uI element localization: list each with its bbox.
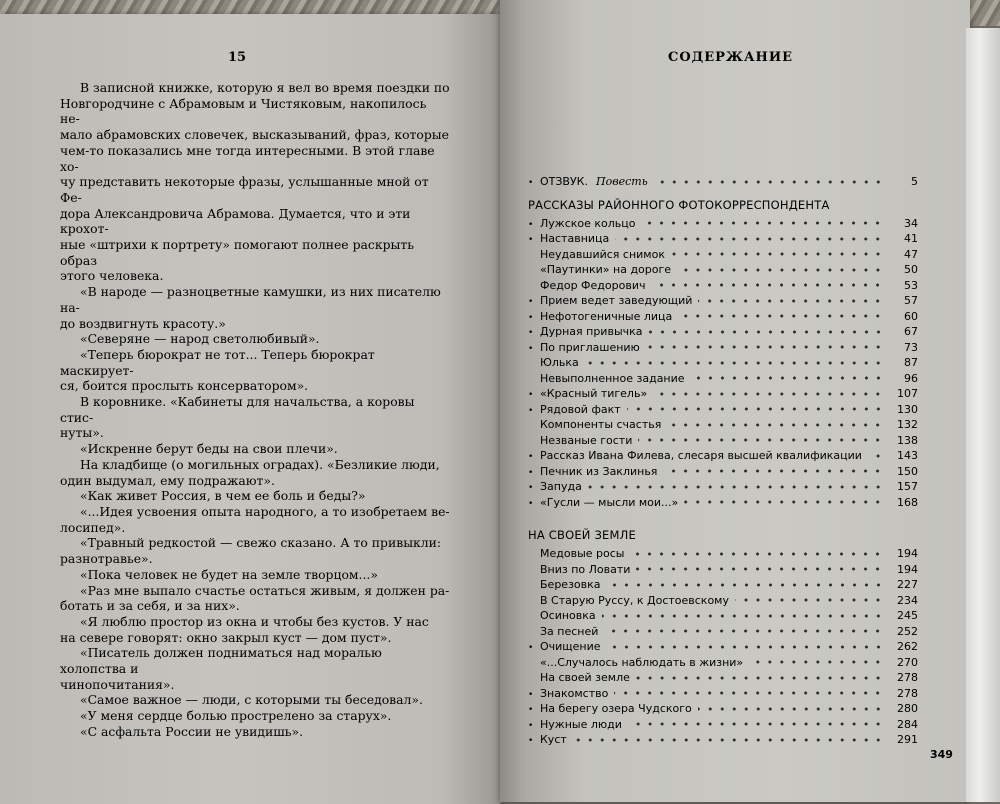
- toc-leader-dots: [654, 180, 884, 184]
- toc-leader-dots: [628, 722, 884, 726]
- body-line: В коровнике. «Кабинеты для начальства, а коровы стис-: [60, 394, 415, 425]
- toc-bullet: •: [528, 705, 534, 715]
- toc-bullet: •: [528, 736, 534, 746]
- toc-leader-dots: [677, 268, 884, 272]
- toc-entry-title: На берегу озера Чудского: [540, 702, 692, 715]
- toc-entry-title: ОТЗВУК. Повесть: [540, 175, 648, 188]
- toc-leader-dots: [604, 629, 884, 633]
- left-page-body-text: [60, 80, 450, 740]
- body-line: «Самое важное — люди, с которыми ты беседовал».: [80, 692, 423, 708]
- toc-entry-page: 57: [904, 294, 918, 307]
- toc-leader-dots: [868, 454, 884, 458]
- toc-leader-dots: [585, 361, 884, 365]
- toc-entry[interactable]: [528, 417, 918, 433]
- toc-entry-page: 73: [904, 340, 918, 354]
- body-line: ся, боится прослыть консерватором».: [60, 378, 309, 394]
- toc-leader-dots: [698, 707, 884, 711]
- toc-entry-title: По приглашению: [540, 340, 640, 354]
- toc-entry-page: 194: [897, 547, 918, 560]
- toc-entry-page: 96: [904, 371, 918, 385]
- toc-entry-title: Рассказ Ивана Филева, слесаря высшей квалификации: [540, 449, 862, 462]
- toc-leader-dots: [691, 376, 884, 380]
- toc-bullet: •: [528, 720, 534, 731]
- toc-entry-page: 278: [897, 671, 918, 684]
- toc-entry-title: Вниз по Ловати: [540, 562, 631, 576]
- body-line: «Травный редкостой — свежо сказано. А то привыкли:: [80, 535, 442, 551]
- toc-leader-dots: [607, 583, 884, 587]
- body-line: ные «штрихи к портрету» помогают полнее раскрыть образ: [60, 237, 414, 268]
- toc-entry-page: 67: [904, 325, 918, 338]
- toc-entry[interactable]: [528, 593, 918, 609]
- body-line: В записной книжке, которую я вел во время поездки по: [80, 80, 450, 95]
- toc-entry[interactable]: [528, 448, 918, 464]
- toc-bullet: •: [528, 390, 534, 400]
- body-line: один выдумал, ему подражают».: [60, 472, 275, 488]
- toc-entry[interactable]: [528, 639, 918, 655]
- body-line: Новгородчине с Абрамовым и Чистяковым, накопилось не-: [60, 95, 427, 127]
- toc-bullet: •: [528, 178, 534, 188]
- toc-entry-title: В Старую Руссу, к Достоевскому: [540, 593, 729, 607]
- toc-entry[interactable]: [528, 247, 918, 263]
- body-line: до воздвигнуть красоту.»: [60, 315, 226, 331]
- toc-entry-page: 284: [897, 717, 918, 731]
- toc-leader-dots: [653, 392, 884, 396]
- toc-entry-title: Медовые росы: [540, 547, 625, 560]
- toc-entry-page: 47: [904, 247, 918, 261]
- toc-entry-title: Лужское кольцо: [540, 216, 636, 230]
- toc-entry-title: Очищение: [540, 640, 601, 653]
- toc-entry[interactable]: [528, 464, 918, 480]
- toc-entry-title: Прием ведет заведующий: [540, 294, 693, 307]
- body-line: «Искренне берут беды на свои плечи».: [80, 441, 338, 457]
- toc-entry-title: Неудавшийся снимок: [540, 247, 665, 261]
- toc-leader-dots: [588, 485, 884, 489]
- toc-entry-page: 245: [897, 609, 918, 622]
- toc-entry-page: 252: [897, 624, 918, 638]
- body-line: «Писатель должен подниматься над моралью холопства и: [60, 645, 382, 677]
- toc-leader-dots: [678, 314, 884, 318]
- toc-leader-dots: [636, 567, 884, 571]
- toc-entry-page: 280: [897, 702, 918, 715]
- toc-entry-page: 291: [897, 733, 918, 746]
- toc-title: СОДЕРЖАНИЕ: [668, 50, 794, 65]
- toc-entry-title: Березовка: [540, 578, 601, 591]
- toc-entry-title: Незваные гости: [540, 433, 633, 447]
- body-line: «Теперь бюрократ не тот... Теперь бюрократ маскирует-: [60, 346, 375, 378]
- toc-leader-dots: [630, 552, 884, 556]
- toc-entry-page: 60: [904, 309, 918, 323]
- toc-entry-title: Дурная привычка: [540, 325, 643, 338]
- toc-entry-page: 34: [904, 216, 918, 230]
- toc-entry-title: «...Случалось наблюдать в жизни»: [540, 655, 744, 669]
- toc-leader-dots: [641, 221, 884, 225]
- toc-section-title: РАССКАЗЫ РАЙОННОГО ФОТОКОРРЕСПОНДЕНТА: [528, 197, 830, 212]
- toc-entry[interactable]: [528, 293, 918, 309]
- body-line: «В народе — разноцветные камушки, из них писателю на-: [60, 284, 441, 315]
- body-line: дора Александровича Абрамова. Думается, что и эти крохот-: [60, 205, 411, 237]
- toc-entry-page: 107: [897, 387, 918, 400]
- toc-bullet: •: [528, 405, 534, 416]
- toc-entry-first[interactable]: [528, 174, 918, 190]
- toc-entry-page: 50: [904, 263, 918, 276]
- toc-leader-dots: [749, 660, 884, 664]
- toc-entry[interactable]: [528, 479, 918, 495]
- toc-bullet: •: [528, 689, 534, 700]
- toc-entry-page: 227: [897, 578, 918, 591]
- toc-entry-page: 278: [897, 686, 918, 700]
- toc-entry-subtitle: Повесть: [596, 175, 648, 188]
- toc-entry[interactable]: [528, 309, 918, 325]
- body-line: «С асфальта России не увидишь».: [80, 723, 304, 739]
- body-line: «Северяне — народ светолюбивый».: [80, 331, 320, 347]
- toc-bullet: •: [528, 498, 534, 509]
- toc-entry[interactable]: [528, 670, 918, 686]
- toc-leader-dots: [607, 645, 884, 649]
- toc-entry-page: 138: [897, 433, 918, 447]
- toc-bullet: •: [528, 343, 534, 354]
- body-line: «...Идея усвоения опыта народного, а то изобретаем ве-: [80, 503, 450, 519]
- toc-bullet: •: [528, 297, 534, 307]
- toc-gap: [528, 510, 918, 520]
- toc-bullet: •: [528, 219, 534, 230]
- toc-entry[interactable]: [528, 340, 918, 356]
- toc-section-1-list: [528, 216, 918, 511]
- toc-leader-dots: [615, 237, 884, 241]
- toc-bullet: •: [528, 467, 534, 478]
- toc-leader-dots: [573, 738, 884, 742]
- toc-entry-title: Компоненты счастья: [540, 418, 662, 431]
- toc-entry[interactable]: [528, 624, 918, 640]
- toc-entry[interactable]: [528, 433, 918, 449]
- toc-entry-page: 130: [897, 402, 918, 416]
- toc-entry-title: Печник из Заклинья: [540, 464, 658, 478]
- toc-entry-page: 5: [911, 175, 918, 188]
- toc-section-2-list: [528, 546, 918, 748]
- toc-entry-title: Осиновка: [540, 609, 596, 622]
- body-line: нуты».: [60, 425, 104, 441]
- toc-entry[interactable]: [528, 278, 918, 294]
- toc-entry-page: 157: [897, 480, 918, 493]
- body-line: «Я люблю простор из окна и чтобы без кустов. У нас: [80, 613, 429, 629]
- toc-entry[interactable]: [528, 402, 918, 418]
- body-line: чем-то показались мне тогда интересными. В этой главе хо-: [60, 142, 435, 174]
- left-page-number: 15: [228, 50, 247, 65]
- toc-leader-dots: [651, 283, 884, 287]
- toc-entry-page: 41: [904, 232, 918, 245]
- toc-entry[interactable]: [528, 546, 918, 562]
- toc-entry-page: 53: [904, 278, 918, 292]
- body-line: мало абрамовских словечек, высказываний, фраз, которые: [60, 127, 449, 143]
- toc-entry-title: Запуда: [540, 480, 582, 493]
- toc-entry-page: 132: [897, 418, 918, 431]
- body-line: «Раз мне выпало счастье остаться живым, я должен ра-: [80, 582, 450, 598]
- table-of-contents: [528, 174, 918, 748]
- toc-entry-title: Невыполненное задание: [540, 371, 685, 385]
- toc-entry-page: 143: [897, 449, 918, 462]
- toc-leader-dots: [649, 330, 884, 334]
- toc-entry[interactable]: [528, 231, 918, 247]
- toc-leader-dots: [671, 252, 884, 256]
- toc-leader-dots: [735, 598, 884, 602]
- toc-entry[interactable]: [528, 262, 918, 278]
- toc-leader-dots: [663, 469, 884, 473]
- toc-entry[interactable]: [528, 608, 918, 624]
- toc-entry[interactable]: [528, 577, 918, 593]
- toc-entry-title: Куст: [540, 733, 567, 746]
- body-line: «Как живет Россия, в чем ее боль и беды?»: [80, 488, 366, 504]
- toc-entry-title: «Паутинки» на дороге: [540, 263, 672, 276]
- toc-entry[interactable]: [528, 655, 918, 671]
- body-line: «У меня сердце болью прострелено за старух».: [80, 708, 392, 724]
- toc-entry-title: «Красный тигель»: [540, 387, 648, 400]
- toc-entry[interactable]: [528, 386, 918, 402]
- toc-entry-page: 150: [897, 464, 918, 478]
- body-line: чу представить некоторые фразы, услышанные мной от Фе-: [60, 174, 429, 205]
- body-line: чинопочитания».: [60, 676, 175, 692]
- toc-leader-dots: [646, 345, 884, 349]
- toc-entry-title: За песней: [540, 624, 599, 638]
- toc-bullet: •: [528, 312, 534, 323]
- toc-leader-dots: [627, 407, 884, 411]
- toc-bullet: •: [528, 483, 534, 493]
- toc-entry[interactable]: [528, 562, 918, 578]
- toc-entry[interactable]: [528, 371, 918, 387]
- body-line: ботать и за себя, и за них».: [60, 598, 240, 614]
- toc-leader-dots: [698, 299, 884, 303]
- toc-entry-page: 168: [897, 495, 918, 509]
- toc-entry[interactable]: [528, 717, 918, 733]
- toc-leader-dots: [667, 423, 884, 427]
- body-line: лосипед».: [60, 519, 126, 535]
- toc-entry[interactable]: [528, 216, 918, 232]
- toc-entry-title: «Гусли — мысли мои...»: [540, 495, 679, 509]
- toc-entry[interactable]: [528, 686, 918, 702]
- body-line: «Пока человек не будет на земле творцом...»: [80, 566, 378, 582]
- toc-entry[interactable]: [528, 701, 918, 717]
- body-line: На кладбище (о могильных оградах). «Безликие люди,: [80, 456, 440, 472]
- toc-entry-title: Юлька: [540, 356, 579, 369]
- toc-leader-dots: [638, 438, 884, 442]
- toc-entry[interactable]: [528, 495, 918, 511]
- toc-entry-title: Федор Федорович: [540, 278, 646, 292]
- toc-entry-page: 234: [897, 593, 918, 607]
- toc-entry[interactable]: [528, 324, 918, 340]
- body-line: разнотравье».: [60, 551, 153, 567]
- toc-entry-page: 270: [897, 655, 918, 669]
- toc-entry-title: Нефотогеничные лица: [540, 309, 673, 323]
- toc-entry[interactable]: [528, 732, 918, 748]
- toc-section-title: НА СВОЕЙ ЗЕМЛЕ: [528, 528, 636, 542]
- toc-leader-dots: [684, 500, 884, 504]
- toc-entry-title: Наставница: [540, 232, 610, 245]
- toc-entry-title: Знакомство: [540, 686, 609, 700]
- body-line: на севере говорят: окно закрыл куст — дом пуст».: [60, 629, 392, 645]
- toc-bullet: •: [528, 235, 534, 245]
- toc-entry-page: 262: [897, 640, 918, 653]
- body-line: этого человека.: [60, 268, 164, 284]
- toc-entry[interactable]: [528, 355, 918, 371]
- toc-leader-dots: [636, 676, 884, 680]
- toc-entry-page: 87: [904, 356, 918, 369]
- toc-leader-dots: [602, 614, 884, 618]
- toc-entry-title: Нужные люди: [540, 717, 622, 731]
- toc-bullet: •: [528, 452, 534, 462]
- toc-entry-title: На своей земле: [540, 671, 630, 684]
- toc-entry-page: 194: [897, 562, 918, 576]
- right-page-number: 349: [930, 748, 953, 761]
- toc-bullet: •: [528, 328, 534, 338]
- page-edges: [966, 28, 1000, 802]
- toc-bullet: •: [528, 643, 534, 653]
- toc-entry-title: Рядовой факт: [540, 402, 621, 416]
- toc-leader-dots: [614, 691, 884, 695]
